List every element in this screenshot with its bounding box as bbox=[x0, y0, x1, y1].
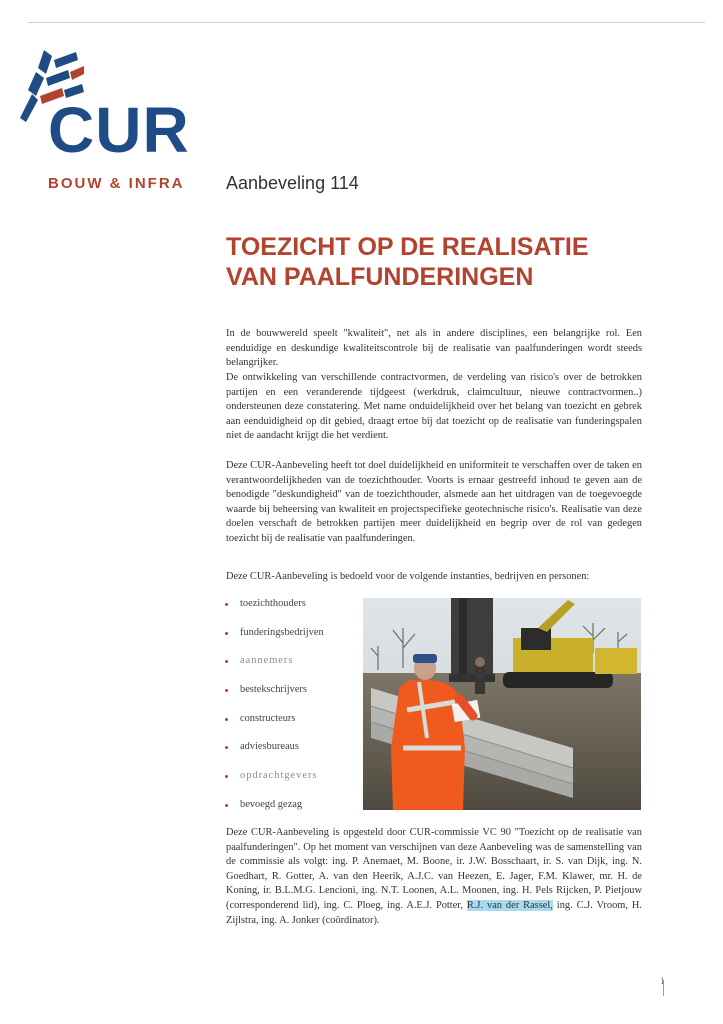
bullet-icon bbox=[225, 718, 228, 721]
goal-paragraph: Deze CUR-Aanbeveling heeft tot doel duidelijkheid en uniformiteit te verschaffen over de taken en verantwoordelijkheden van de toezichthouder. Voorts is ernaar gestreefd inhoud te geven aan de benodigde "deskundigheid" van de toezichthouder, alsmede aan het uitdragen van de toegevoegde waarde bij beheersing van kwaliteit en projectspecifieke geotechnische risico's. Realisatie van deze doelen verschaft de betrokken partijen meer duidelijkheid en begrip over de rol van gedegen toezicht bij de realisatie van paalfunderingen. bbox=[226, 460, 642, 544]
list-item-label: opdrachtgevers bbox=[240, 770, 318, 782]
list-item bbox=[220, 654, 350, 683]
list-item-label: adviesbureaus bbox=[240, 741, 299, 753]
list-item-label: bevoegd gezag bbox=[240, 798, 303, 810]
list-item bbox=[220, 712, 350, 741]
committee-text: Deze CUR-Aanbeveling is opgesteld door CUR-commissie VC 90 "Toezicht op de realisatie van paalfunderingen". Op het moment van verschijnen van deze Aanbeveling was de samenstelling van de commissie als volgt: ing. P. Anemaet, M. Boone, ir. J.W. Bosschaart, ir. S. van Dijk, ing. N. Goedhart, R. Gotter, A. van den Heerik, A.J.C. van Heezen, E. Jager, F.M. Klawer, mr. H. de Koning, ir. B.L.M.G. Lencioni, ing. N.T. Loonen, A.L. Moonen, ing. H. Pels Rijcken, P. Pietjouw (corresponderend lid), ing. C. Ploeg, ing. A.E.J. Potter, bbox=[226, 827, 642, 911]
list-item bbox=[220, 626, 350, 655]
list-item-label: bestekschrijvers bbox=[240, 684, 307, 696]
logo-text: CUR bbox=[48, 94, 190, 166]
bullet-icon bbox=[225, 746, 228, 749]
list-item-label: aannemers bbox=[240, 655, 294, 667]
bullet-icon bbox=[225, 632, 228, 635]
highlighted-name: R.J. van der Rassel, bbox=[466, 899, 553, 911]
recommendation-number: Aanbeveling 114 bbox=[226, 173, 359, 193]
list-item bbox=[220, 740, 350, 769]
top-rule bbox=[28, 22, 705, 23]
bullet-icon bbox=[225, 689, 228, 692]
audience-intro: Deze CUR-Aanbeveling is bedoeld voor de volgende instanties, bedrijven en personen: bbox=[226, 571, 590, 582]
intro-paragraph: In de bouwwereld speelt "kwaliteit", net als in andere disciplines, een belangrijke rol. Een eenduidige en deskundige kwaliteitscontrole bij de realisatie van paalfunderingen wordt steeds belangrijker. bbox=[226, 328, 642, 369]
title-line-1: TOEZICHT OP DE REALISATIE bbox=[226, 233, 589, 261]
bullet-icon bbox=[225, 660, 228, 663]
title-line-2: VAN PAALFUNDERINGEN bbox=[226, 263, 534, 291]
list-item-label: toezichthouders bbox=[240, 598, 306, 609]
list-item bbox=[220, 769, 350, 798]
page-number: 1 bbox=[660, 976, 665, 986]
document-title bbox=[226, 232, 589, 292]
list-item-label: constructeurs bbox=[240, 712, 296, 724]
bullet-icon bbox=[225, 804, 228, 807]
logo-subtitle: BOUW & INFRA bbox=[48, 175, 185, 192]
list-item-label: funderingsbedrijven bbox=[240, 626, 324, 638]
audience-list bbox=[220, 597, 350, 827]
committee-paragraph bbox=[226, 826, 642, 928]
list-item bbox=[220, 798, 350, 827]
construction-site-photo bbox=[363, 598, 641, 810]
context-paragraph: De ontwikkeling van verschillende contractvormen, de verdeling van risico's over de betrokken partijen en een veranderende tijdgeest (werkdruk, claimcultuur, nieuwe contractvormen..) ondersteunen deze constatering. Met name onduidelijkheid over het belang van toezicht en gebrek aan eenduidigheid op dit gebied, draagt ertoe bij dat toezicht op de realisatie van funderingspalen niet de aandacht krijgt die het verdient. bbox=[226, 372, 642, 442]
bullet-icon bbox=[225, 775, 228, 778]
list-item bbox=[220, 683, 350, 712]
list-item bbox=[220, 597, 350, 626]
bullet-icon bbox=[225, 603, 228, 606]
committee-text-end: ing. C.J. Vroom, H. Zijlstra, ing. A. Jonker (coördinator). bbox=[226, 899, 642, 926]
